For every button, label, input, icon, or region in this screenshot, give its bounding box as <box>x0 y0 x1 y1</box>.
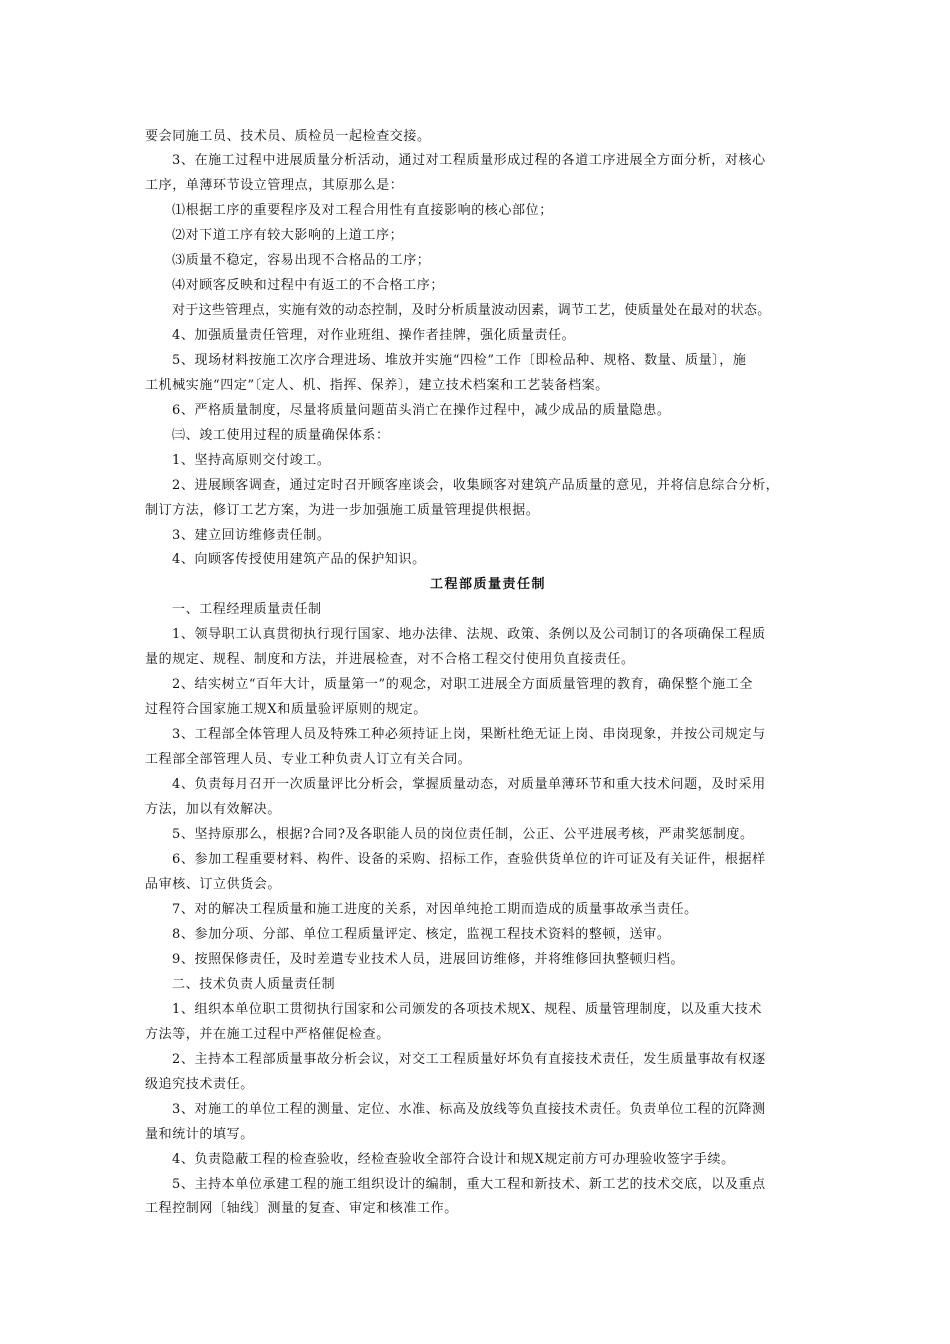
text-line: 工程控制网〔轴线〕测量的复查、审定和核准工作。 <box>145 1201 458 1216</box>
section-heading: ㈢、竣工使用过程的质量确保体系： <box>172 428 390 443</box>
text-line: 工序，单薄环节设立管理点，其原那么是： <box>145 178 404 193</box>
text-line: 3、在施工过程中进展质量分析活动，通过对工程质量形成过程的各道工序进展全方面分析，对核心 <box>172 153 766 168</box>
text-line: 6、严格质量制度，尽量将质量问题苗头消亡在操作过程中，减少成品的质量隐患。 <box>172 403 671 418</box>
text-line: 制订方法，修订工艺方案，为进一步加强施工质量管理提供根据。 <box>145 503 540 518</box>
text-line: ⑷对顾客反映和过程中有返工的不合格工序； <box>172 278 445 293</box>
text-line: 7、对的解决工程质量和施工进度的关系，对因单纯抢工期而造成的质量事故承当责任。 <box>172 902 698 917</box>
text-line: 3、建立回访维修责任制。 <box>172 528 331 543</box>
text-line: 2、进展顾客调查，通过定时召开顾客座谈会，收集顾客对建筑产品质量的意见，并将信息综合分析， <box>172 478 780 493</box>
text-line: ⑵对下道工序有较大影响的上道工序； <box>172 228 404 243</box>
text-line: 对于这些管理点，实施有效的动态控制，及时分析质量波动因素，调节工艺，使质量处在最对的状态。 <box>172 303 771 318</box>
text-line: 过程符合国家施工规Ⅹ和质量验评原则的规定。 <box>145 702 427 717</box>
text-line: 方法，加以有效解决。 <box>145 802 282 817</box>
text-line: 4、加强质量责任管理，对作业班组、操作者挂牌，强化质量责任。 <box>172 328 576 343</box>
text-line: 1、组织本单位职工贯彻执行国家和公司颁发的各项技术规Ⅹ、规程、质量管理制度，以及重大技术 <box>172 1002 762 1017</box>
text-line: 方法等，并在施工过程中严格催促检查。 <box>145 1027 390 1042</box>
text-line: 4、负责每月召开一次质量评比分析会，掌握质量动态，对质量单薄环节和重大技术问题，及时采用 <box>172 777 766 792</box>
text-line: 1、领导职工认真贯彻执行现行国家、地办法律、法规、政策、条例以及公司制订的各项确保工程质 <box>172 627 766 642</box>
text-line: 5、现场材料按施工次序合理进场、堆放并实施“四检”工作〔即检品种、规格、数量、质量〕，施 <box>172 353 747 368</box>
text-line: 量和统计的填写。 <box>145 1127 254 1142</box>
text-line: 品审核、订立供货会。 <box>145 877 282 892</box>
text-line: 6、参加工程重要材料、构件、设备的采购、招标工作，查验供货单位的许可证及有关证件，根据样 <box>172 852 766 867</box>
text-line: 1、坚持高原则交付竣工。 <box>172 453 331 468</box>
text-line: 3、工程部全体管理人员及特殊工种必须持证上岗，果断杜绝无证上岗、串岗现象，并按公司规定与 <box>172 727 766 742</box>
text-line: 工机械实施“四定”〔定人、机、指挥、保养〕，建立技术档案和工艺装备档案。 <box>145 378 609 393</box>
text-line: ⑶质量不稳定，容易出现不合格品的工序； <box>172 253 431 268</box>
section-title: 工程部质量责任制 <box>430 577 547 592</box>
text-line: ⑴根据工序的重要程序及对工程合用性有直接影响的核心部位； <box>172 203 553 218</box>
text-line: 4、负责隐蔽工程的检查验收，经检查验收全部符合设计和规Ⅹ规定前方可办理验收签字手续。 <box>172 1152 735 1167</box>
text-line: 工程部全部管理人员、专业工种负责人订立有关合同。 <box>145 752 472 767</box>
text-line: 2、结实树立“百年大计，质量第一”的观念，对职工进展全方面质量管理的教育，确保整个施工全 <box>172 677 753 692</box>
text-line: 2、主持本工程部质量事故分析会议，对交工工程质量好坏负有直接技术责任，发生质量事故有权逐 <box>172 1052 766 1067</box>
text-line: 3、对施工的单位工程的测量、定位、水准、标高及放线等负直接技术责任。负责单位工程的沉降测 <box>172 1102 766 1117</box>
text-line: 8、参加分项、分部、单位工程质量评定、核定，监视工程技术资料的整顿，送审。 <box>172 927 671 942</box>
text-line: 级追究技术责任。 <box>145 1077 254 1092</box>
text-line: 要会同施工员、技术员、质检员一起检查交接。 <box>145 129 431 144</box>
text-line: 5、主持本单位承建工程的施工组织设计的编制，重大工程和新技术、新工艺的技术交底，以及重点 <box>172 1177 766 1192</box>
text-line: 4、向顾客传授使用建筑产品的保护知识。 <box>172 552 426 567</box>
text-line: 9、按照保修责任，及时差遣专业技术人员，进展回访维修，并将维修回执整顿归档。 <box>172 952 685 967</box>
text-line: 5、坚持原那么，根据?合同?及各职能人员的岗位责任制，公正、公平进展考核，严肃奖惩制度。 <box>172 827 754 842</box>
subsection-heading: 二、技术负责人质量责任制 <box>172 977 336 992</box>
subsection-heading: 一、工程经理质量责任制 <box>172 602 322 617</box>
text-line: 量的规定、规程、制度和方法，并进展检查，对不合格工程交付使用负直接责任。 <box>145 652 635 667</box>
